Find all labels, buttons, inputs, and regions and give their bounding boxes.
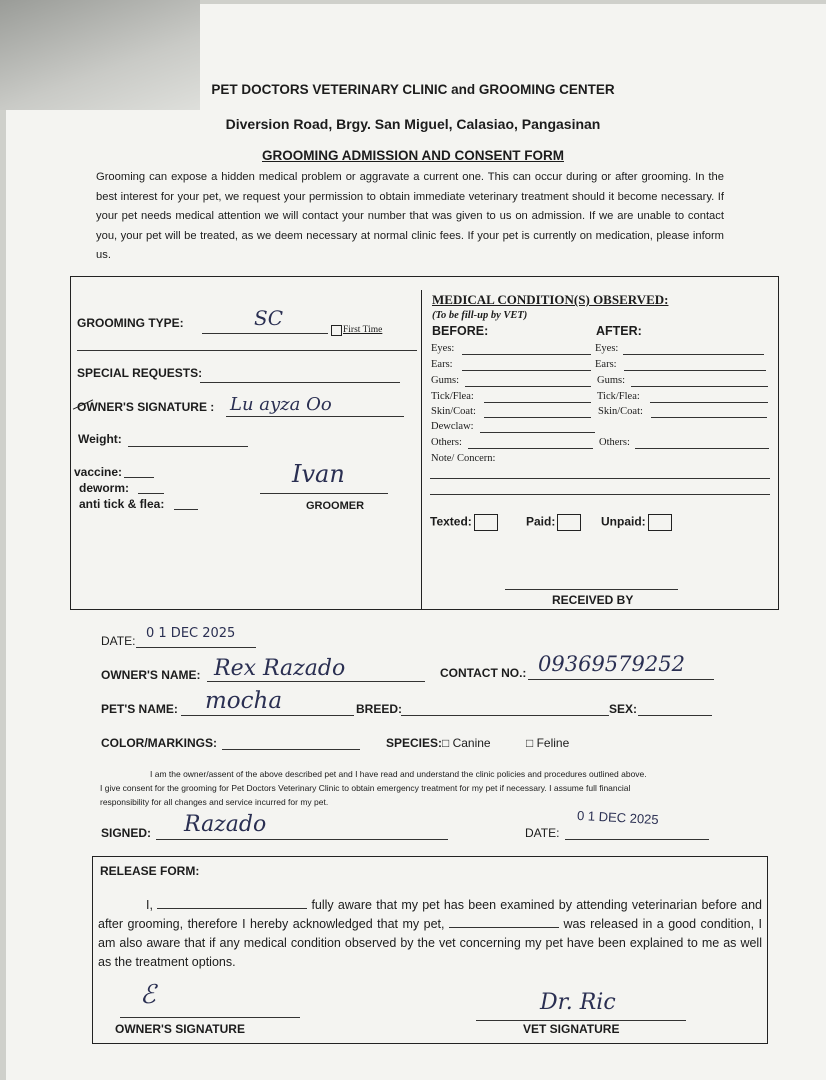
- first-time-label: First Time: [343, 325, 383, 335]
- signed-date-value: 0 1 DEC 2025: [576, 807, 660, 828]
- note-concern-label: Note/ Concern:: [431, 453, 496, 464]
- date-value: 0 1 DEC 2025: [146, 626, 236, 641]
- after-gums-line: [631, 386, 768, 387]
- before-tick-line: [484, 402, 591, 403]
- signed-date-line: [565, 839, 709, 840]
- texted-checkbox[interactable]: [474, 514, 498, 531]
- after-skin-line: [651, 417, 767, 418]
- after-tick-line: [650, 402, 768, 403]
- weight-label: Weight:: [78, 432, 122, 446]
- before-ears-line: [462, 370, 591, 371]
- after-others-label: Others:: [599, 437, 630, 448]
- before-eyes-line: [462, 354, 591, 355]
- form-title: GROOMING ADMISSION AND CONSENT FORM: [262, 148, 564, 163]
- before-skin-label: Skin/Coat:: [431, 406, 476, 417]
- pets-name-value: mocha: [205, 688, 283, 714]
- after-skin-label: Skin/Coat:: [598, 406, 643, 417]
- consent-line-2: I give consent for the grooming for Pet Doctors Veterinary Clinic to obtain emergency treatment for my pet if necessary. I assume full financial: [100, 783, 631, 793]
- signed-value: Razado: [184, 812, 267, 837]
- owners-name-value: Rex Razado: [214, 656, 346, 681]
- after-gums-label: Gums:: [597, 375, 626, 386]
- anti-tick-label: anti tick & flea:: [79, 497, 165, 511]
- clinic-address: Diversion Road, Brgy. San Miguel, Calasiao, Pangasinan: [225, 116, 601, 132]
- species-feline-option[interactable]: □ Feline: [526, 736, 570, 750]
- consent-line-1: I am the owner/assent of the above described pet and I have read and understand the clinic policies and procedures outlined above.: [150, 769, 647, 779]
- intro-paragraph: Grooming can expose a hidden medical problem or aggravate a current one. This can occur during or after grooming. In the best interest for your pet, we request your permission to obtain immediate veterinary treatment should it become necessary. If your pet needs medical attention we will contact your number that was given to us on admission. If we are unable to contact you, your pet will be treated, as we deem necessary at normal clinic fees. If your pet is currently on medication, please inform us.: [96, 171, 724, 261]
- unpaid-label: Unpaid:: [601, 514, 672, 531]
- signed-label: SIGNED:: [101, 826, 152, 840]
- sex-line: [638, 715, 712, 716]
- owners-name-label: OWNER'S NAME:: [101, 668, 201, 682]
- release-form-heading: RELEASE FORM:: [100, 864, 200, 878]
- vaccine-label: vaccine:: [74, 465, 123, 479]
- release-owner-signature-label: OWNER'S SIGNATURE: [115, 1022, 245, 1036]
- breed-line: [401, 715, 609, 716]
- first-time-checkbox[interactable]: [331, 325, 342, 336]
- before-ears-label: Ears:: [431, 359, 453, 370]
- release-text: I, fully aware that my pet has been examined by attending veterinarian before and after grooming, therefore I hereby acknowledged that my pet, was released in a good condition, I am also aware that if any medical condition observed by the vet concerning my pet have been explained to me as well as the treatment options.: [98, 898, 763, 969]
- after-ears-line: [624, 370, 766, 371]
- consent-line-3: responsibility for all changes and service incurred for my pet.: [100, 797, 329, 807]
- species-label: SPECIES:: [386, 736, 443, 750]
- special-requests-line: [200, 382, 400, 383]
- after-tick-label: Tick/Flea:: [597, 391, 640, 402]
- vet-signature-label: VET SIGNATURE: [523, 1022, 620, 1036]
- before-eyes-label: Eyes:: [431, 343, 455, 354]
- medical-heading: MEDICAL CONDITION(S) OBSERVED:: [432, 292, 669, 307]
- color-markings-line: [222, 749, 360, 750]
- owner-signature-value: Lu ayza Oo: [230, 394, 332, 415]
- date-line: [136, 647, 256, 648]
- before-gums-label: Gums:: [431, 375, 460, 386]
- note-line-1: [430, 478, 770, 479]
- received-by-line: [505, 589, 678, 590]
- owners-name-line: [207, 681, 425, 682]
- vet-signature-line: [476, 1020, 686, 1021]
- color-markings-label: COLOR/MARKINGS:: [101, 736, 217, 750]
- grooming-type-line-2: [77, 350, 417, 351]
- weight-line: [128, 446, 248, 447]
- dewclaw-line: [480, 432, 595, 433]
- contact-no-value: 09369579252: [538, 652, 685, 676]
- signed-line: [156, 839, 448, 840]
- contact-no-label: CONTACT NO.:: [440, 666, 527, 680]
- after-eyes-line: [623, 354, 764, 355]
- grooming-type-label: GROOMING TYPE:: [77, 316, 184, 330]
- paid-checkbox[interactable]: [557, 514, 581, 531]
- dewclaw-label: Dewclaw:: [431, 421, 474, 432]
- after-ears-label: Ears:: [595, 359, 617, 370]
- before-others-label: Others:: [431, 437, 462, 448]
- after-others-line: [635, 448, 769, 449]
- pets-name-line: [181, 715, 354, 716]
- owner-signature-label: OWNER'S SIGNATURE :: [77, 400, 215, 414]
- paid-label: Paid:: [526, 514, 581, 531]
- date-label: DATE:: [101, 634, 136, 648]
- anti-tick-line: [174, 509, 198, 510]
- clinic-name: PET DOCTORS VETERINARY CLINIC and GROOMING CENTER: [211, 82, 615, 97]
- after-heading: AFTER:: [596, 324, 642, 338]
- grooming-type-value: SC: [254, 306, 284, 330]
- texted-label: Texted:: [430, 514, 498, 531]
- vaccine-line: [124, 477, 154, 478]
- before-skin-line: [484, 417, 591, 418]
- groomer-label: GROOMER: [306, 500, 365, 512]
- special-requests-label: SPECIAL REQUESTS:: [77, 366, 203, 380]
- before-tick-label: Tick/Flea:: [431, 391, 474, 402]
- before-gums-line: [465, 386, 591, 387]
- received-by-label: RECEIVED BY: [552, 593, 634, 607]
- before-heading: BEFORE:: [432, 324, 489, 338]
- vet-signature-value: Dr. Ric: [540, 990, 616, 1015]
- before-others-line: [468, 448, 593, 449]
- deworm-line: [138, 493, 164, 494]
- after-eyes-label: Eyes:: [595, 343, 619, 354]
- owner-scribble: ℰ: [140, 980, 156, 1010]
- groomer-signature: Ivan: [292, 460, 345, 488]
- pets-name-label: PET'S NAME:: [101, 702, 178, 716]
- owner-signature-line: [226, 416, 404, 417]
- groomer-line: [260, 493, 388, 494]
- signed-date-label: DATE:: [525, 826, 560, 840]
- species-canine-option[interactable]: □ Canine: [442, 736, 491, 750]
- release-owner-signature-line: [120, 1017, 300, 1018]
- breed-label: BREED:: [356, 702, 403, 716]
- deworm-label: deworm:: [79, 481, 130, 495]
- section-divider: [421, 290, 422, 610]
- sex-label: SEX:: [609, 702, 638, 716]
- grooming-type-line: [202, 333, 328, 334]
- note-line-2: [430, 494, 770, 495]
- contact-no-line: [528, 679, 714, 680]
- unpaid-checkbox[interactable]: [648, 514, 672, 531]
- vet-note: (To be fill-up by VET): [432, 310, 528, 321]
